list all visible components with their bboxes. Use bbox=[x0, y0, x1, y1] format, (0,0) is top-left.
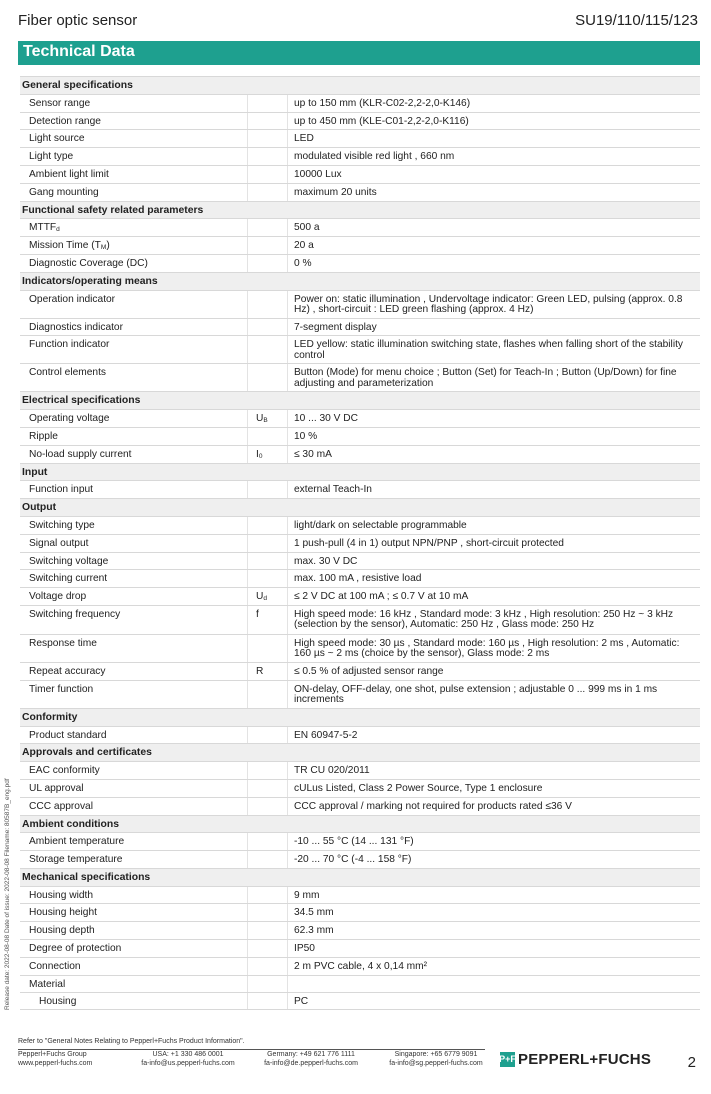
spec-label: Light source bbox=[29, 133, 85, 145]
spec-value: -20 ... 70 °C (-4 ... 158 °F) bbox=[294, 854, 412, 866]
spec-value: ≤ 0.5 % of adjusted sensor range bbox=[294, 665, 444, 677]
spec-row bbox=[20, 183, 700, 201]
spec-label: Repeat accuracy bbox=[29, 665, 106, 677]
spec-row bbox=[20, 94, 700, 112]
spec-label: Control elements bbox=[29, 367, 107, 379]
spec-row bbox=[20, 886, 700, 904]
spec-value: modulated visible red light , 660 nm bbox=[294, 151, 455, 163]
spec-value: LED yellow: static illumination switching state, flashes when falling short of the stability control bbox=[294, 339, 684, 361]
spec-row bbox=[20, 218, 700, 236]
spec-value: EN 60947-5-2 bbox=[294, 729, 358, 741]
spec-category-row bbox=[20, 76, 700, 94]
spec-value: High speed mode: 30 µs , Standard mode: 160 µs , High resolution: 2 ms , Automatic: 160 µs ~ 2 ms (choice by the sensor), Glass mode: 2 ms bbox=[294, 637, 680, 660]
spec-row bbox=[20, 726, 700, 744]
spec-label: Degree of protection bbox=[29, 943, 122, 955]
spec-category-row bbox=[20, 272, 700, 290]
spec-symbol: $U_B$ bbox=[256, 413, 268, 425]
spec-row bbox=[20, 850, 700, 868]
spec-label: Function input bbox=[29, 484, 93, 496]
spec-row bbox=[20, 921, 700, 939]
spec-value: Power on: static illumination , Undervoltage indicator: Green LED, pulsing (approx. 0.8 Hz) , short-circuit : LED green flashing (approx. 4 Hz) bbox=[294, 293, 683, 315]
spec-label: Switching frequency bbox=[29, 608, 121, 620]
spec-label: Ambient temperature bbox=[29, 836, 125, 848]
spec-row bbox=[20, 409, 700, 427]
spec-symbol: f bbox=[256, 608, 259, 620]
spec-label: Housing bbox=[39, 996, 77, 1008]
spec-row bbox=[20, 587, 700, 605]
footer-group-name: Pepperl+Fuchs Group bbox=[18, 1051, 87, 1058]
footer-usa bbox=[128, 1051, 248, 1068]
spec-label: Housing depth bbox=[29, 925, 95, 937]
footer-germany bbox=[251, 1051, 371, 1068]
spec-category-label: Approvals and certificates bbox=[22, 747, 152, 759]
spec-row bbox=[20, 129, 700, 147]
spec-label: Signal output bbox=[29, 537, 89, 549]
spec-category-row bbox=[20, 201, 700, 219]
spec-value: CCC approval / marking not required for products rated ≤36 V bbox=[294, 800, 572, 812]
spec-category-row bbox=[20, 391, 700, 409]
spec-value: 9 mm bbox=[294, 889, 320, 901]
spec-category-row bbox=[20, 743, 700, 761]
spec-label: Light type bbox=[29, 151, 74, 163]
footer bbox=[18, 1038, 700, 1071]
spec-category-label: General specifications bbox=[22, 80, 133, 91]
spec-label: Product standard bbox=[29, 729, 107, 741]
spec-row bbox=[20, 165, 700, 183]
spec-row bbox=[20, 797, 700, 815]
spec-row bbox=[20, 480, 700, 498]
spec-category-row bbox=[20, 498, 700, 516]
spec-category-label: Conformity bbox=[22, 711, 78, 723]
spec-value: up to 450 mm (KLE-C01-2,2-2,0-K116) bbox=[294, 115, 469, 127]
spec-label: Switching current bbox=[29, 573, 108, 585]
spec-symbol: $I_0$ bbox=[256, 448, 263, 460]
spec-row bbox=[20, 363, 700, 391]
spec-symbol: $U_d$ bbox=[256, 591, 267, 603]
spec-value: max. 100 mA , resistive load bbox=[294, 573, 422, 585]
spec-value: 62.3 mm bbox=[294, 925, 334, 937]
footer-singapore-phone: Singapore: +65 6779 9091 bbox=[394, 1051, 478, 1058]
spec-value: 10 % bbox=[294, 430, 318, 442]
spec-label: Diagnostics indicator bbox=[29, 321, 123, 333]
footer-refer-note: Refer to "General Notes Relating to Pepperl+Fuchs Product Information". bbox=[18, 1038, 245, 1045]
model-number: SU19/110/115/123 bbox=[575, 12, 698, 29]
spec-row bbox=[20, 957, 700, 975]
spec-label: Gang mounting bbox=[29, 186, 99, 198]
spec-row bbox=[20, 534, 700, 552]
spec-label: Housing width bbox=[29, 889, 93, 901]
spec-label: No-load supply current bbox=[29, 448, 132, 460]
footer-divider bbox=[18, 1049, 485, 1050]
spec-label: Response time bbox=[29, 637, 97, 649]
spec-category-row bbox=[20, 708, 700, 726]
page-number: 2 bbox=[687, 1054, 696, 1071]
spec-row bbox=[20, 903, 700, 921]
spec-value: LED bbox=[294, 133, 314, 145]
spec-category-label: Output bbox=[22, 502, 57, 514]
spec-category-row bbox=[20, 815, 700, 833]
spec-row bbox=[20, 516, 700, 534]
spec-value: 34.5 mm bbox=[294, 907, 334, 919]
spec-label: EAC conformity bbox=[29, 765, 100, 777]
spec-row bbox=[20, 569, 700, 587]
spec-value: High speed mode: 16 kHz , Standard mode: 3 kHz , High resolution: 250 Hz ~ 3 kHz (selection by the sensor), Automatic: 250 Hz , Glass mode: 250 Hz bbox=[294, 608, 674, 631]
spec-value: light/dark on selectable programmable bbox=[294, 519, 467, 531]
spec-category-row bbox=[20, 868, 700, 886]
spec-value: -10 ... 55 °C (14 ... 131 °F) bbox=[294, 836, 414, 848]
spec-label: $MTTF_d$ bbox=[29, 222, 60, 234]
spec-label: Housing height bbox=[29, 907, 97, 919]
spec-category-label: Electrical specifications bbox=[22, 395, 141, 407]
spec-label: Timer function bbox=[29, 683, 94, 695]
spec-category-label: Ambient conditions bbox=[22, 818, 119, 830]
spec-category-row bbox=[20, 463, 700, 481]
spec-category-label: Functional safety related parameters bbox=[22, 204, 204, 216]
spec-value: PC bbox=[294, 996, 309, 1008]
spec-label: UL approval bbox=[29, 782, 84, 794]
footer-germany-email[interactable]: fa-info@de.pepperl-fuchs.com bbox=[264, 1059, 358, 1067]
footer-singapore-email[interactable]: fa-info@sg.pepperl-fuchs.com bbox=[389, 1059, 483, 1067]
spec-label: Voltage drop bbox=[29, 591, 87, 603]
spec-symbol: R bbox=[256, 665, 264, 677]
spec-row bbox=[20, 290, 700, 318]
spec-row bbox=[20, 662, 700, 680]
spec-row bbox=[20, 236, 700, 254]
footer-germany-phone: Germany: +49 621 776 1111 bbox=[267, 1051, 355, 1058]
spec-label: Diagnostic Coverage (DC) bbox=[29, 257, 148, 269]
spec-value: ≤ 30 mA bbox=[294, 448, 332, 460]
spec-row bbox=[20, 605, 700, 634]
spec-label: Detection range bbox=[29, 115, 101, 127]
spec-value: ON-delay, OFF-delay, one shot, pulse extension ; adjustable 0 ... 999 ms in 1 ms increments bbox=[294, 683, 658, 706]
spec-row bbox=[20, 761, 700, 779]
spec-row bbox=[20, 445, 700, 463]
spec-value: up to 150 mm (KLR-C02-2,2-2,0-K146) bbox=[294, 97, 471, 109]
spec-row bbox=[20, 254, 700, 272]
spec-value: max. 30 V DC bbox=[294, 555, 358, 567]
spec-value: TR CU 020/2011 bbox=[294, 765, 370, 777]
document-title: Fiber optic sensor bbox=[18, 12, 138, 29]
spec-label: Ripple bbox=[29, 430, 58, 442]
page-header bbox=[18, 12, 700, 32]
technical-data-banner: Technical Data bbox=[18, 41, 700, 65]
spec-label: Storage temperature bbox=[29, 854, 123, 866]
spec-value: 10000 Lux bbox=[294, 168, 342, 180]
spec-category-label: Mechanical specifications bbox=[22, 871, 151, 883]
spec-table bbox=[20, 76, 700, 1010]
spec-category-label: Input bbox=[22, 466, 48, 478]
footer-usa-phone: USA: +1 330 486 0001 bbox=[152, 1051, 224, 1058]
spec-value: Button (Mode) for menu choice ; Button (Set) for Teach-In ; Button (Up/Down) for fine adjusting and parameterization bbox=[294, 367, 677, 389]
spec-label: CCC approval bbox=[29, 800, 93, 812]
spec-label: Ambient light limit bbox=[29, 168, 109, 180]
spec-row bbox=[20, 992, 700, 1010]
spec-value: IP50 bbox=[294, 943, 315, 955]
spec-row bbox=[20, 318, 700, 336]
spec-row bbox=[20, 779, 700, 797]
footer-usa-email[interactable]: fa-info@us.pepperl-fuchs.com bbox=[141, 1059, 235, 1067]
brand-name: PEPPERL+FUCHS bbox=[518, 1050, 652, 1068]
spec-value: 20 a bbox=[294, 240, 314, 252]
spec-value: 10 ... 30 V DC bbox=[294, 413, 358, 425]
spec-value: cULus Listed, Class 2 Power Source, Type 1 enclosure bbox=[294, 782, 543, 794]
spec-label: Function indicator bbox=[29, 339, 110, 351]
spec-value: external Teach-In bbox=[294, 484, 372, 496]
brand-logo bbox=[500, 1050, 651, 1068]
spec-label: Connection bbox=[29, 960, 81, 972]
spec-row bbox=[20, 147, 700, 165]
spec-label: Sensor range bbox=[29, 97, 91, 109]
spec-label: Operating voltage bbox=[29, 413, 110, 425]
spec-value: 0 % bbox=[294, 257, 312, 269]
spec-label: Switching voltage bbox=[29, 555, 109, 567]
spec-row bbox=[20, 680, 700, 708]
spec-value: 2 m PVC cable, 4 x 0,14 mm² bbox=[294, 960, 428, 972]
spec-row bbox=[20, 552, 700, 570]
spec-label: Mission Time $(T_M)$ bbox=[29, 240, 110, 252]
spec-value: ≤ 2 V DC at 100 mA ; ≤ 0.7 V at 10 mA bbox=[294, 591, 469, 603]
spec-row bbox=[20, 427, 700, 445]
footer-singapore bbox=[376, 1051, 496, 1068]
footer-group-web[interactable]: www.pepperl-fuchs.com bbox=[18, 1059, 93, 1067]
brand-mark-icon: P+F bbox=[500, 1052, 515, 1067]
spec-row bbox=[20, 335, 700, 363]
spec-row bbox=[20, 112, 700, 130]
spec-row bbox=[20, 939, 700, 957]
spec-value: 500 a bbox=[294, 222, 320, 234]
spec-row bbox=[20, 634, 700, 662]
spec-label: Operation indicator bbox=[29, 293, 116, 305]
spec-row bbox=[20, 832, 700, 850]
spec-value: 1 push-pull (4 in 1) output NPN/PNP , short-circuit protected bbox=[294, 537, 564, 549]
spec-value: maximum 20 units bbox=[294, 186, 377, 198]
footer-group bbox=[18, 1051, 92, 1068]
spec-label: Switching type bbox=[29, 519, 95, 531]
spec-row bbox=[20, 975, 700, 993]
release-note: Release date: 2022-08-08 Date of issue: 2022-08-08 Filename: 80587B_eng.pdf bbox=[4, 778, 11, 1010]
spec-label: Material bbox=[29, 978, 66, 990]
spec-value: 7-segment display bbox=[294, 321, 377, 333]
spec-category-label: Indicators/operating means bbox=[22, 275, 158, 287]
